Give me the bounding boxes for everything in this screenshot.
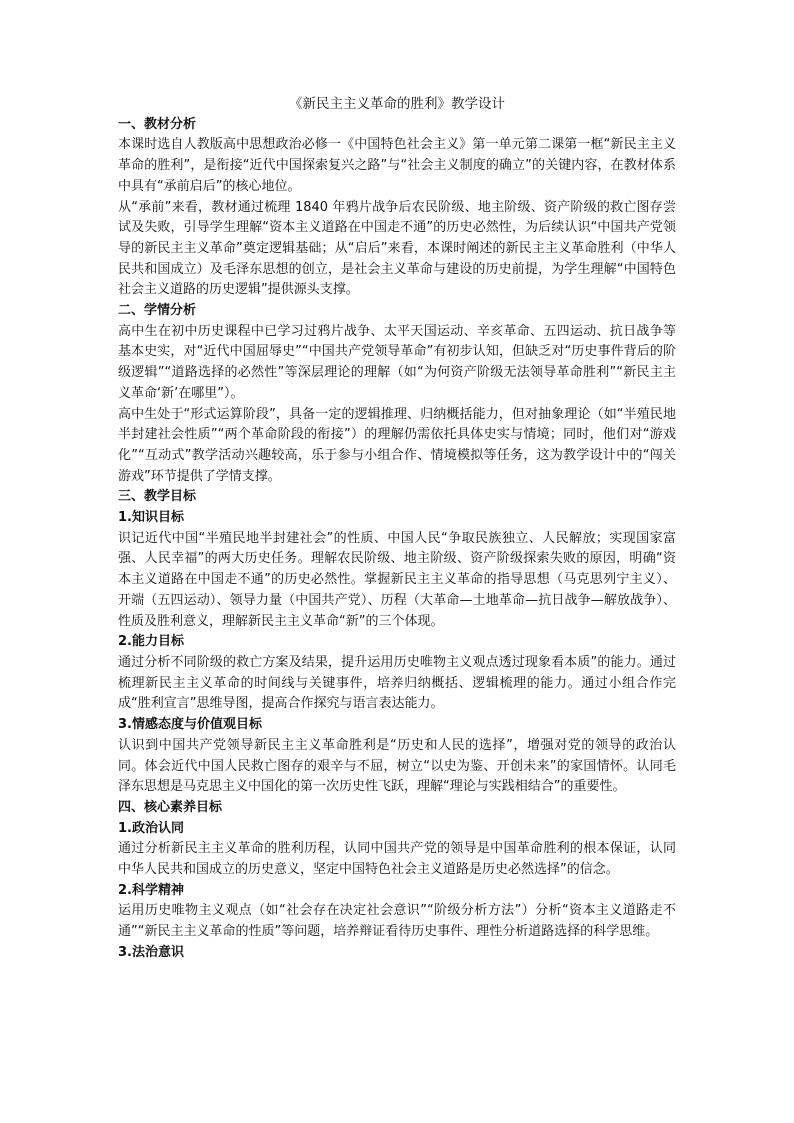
document-title: 《新民主主义革命的胜利》教学设计 — [289, 96, 505, 112]
knowledge-goal-paragraph: 识记近代中国“半殖民地半封建社会”的性质、中国人民“争取民族独立、人民解放；实现国家富强、人民幸福”的两大历史任务。理解农民阶级、地主阶级、资产阶级探索失败的原因，明确“资本主义道路在中国走不通”的历史必然性。掌握新民主主义革命的指导思想（马克思列宁主义）、开端（五四运动）、领导力量（中国共产党）、历程（大革命—土地革命—抗日战争—解放战争）、性质及胜利意义，理解新民主主义革命“新”的三个体现。 — [118, 530, 676, 629]
textbook-analysis-paragraph-2: 从“承前”来看，教材通过梳理 1840 年鸦片战争后农民阶级、地主阶级、资产阶级的救亡图存尝试及失败，引导学生理解“资本主义道路在中国走不通”的历史必然性，为后续认识“中国共产党领导的新民主主义革命”奠定逻辑基础；从“启后”来看，本课时阐述的新民主主义革命胜利（中华人民共和国成立）及毛泽东思想的创立，是社会主义革命与建设的历史前提，为学生理解“中国特色社会主义道路的历史逻辑”提供源头支撑。 — [118, 199, 676, 298]
political-identity-paragraph: 通过分析新民主主义革命的胜利历程，认同中国共产党的领导是中国革命胜利的根本保证，认同中华人民共和国成立的历史意义，坚定中国特色社会主义道路是历史必然选择”的信念。 — [118, 841, 676, 878]
subheading-scientific-spirit: 2.科学精神 — [118, 882, 184, 898]
textbook-analysis-paragraph-1: 本课时选自人教版高中思想政治必修一《中国特色社会主义》第一单元第二课第一框“新民主主义革命的胜利”，是衔接“近代中国探索复兴之路”与“社会主义制度的确立”的关键内容，在教材体系中具有“承前启后”的核心地位。 — [118, 137, 676, 194]
learner-analysis-paragraph-2: 高中生处于“形式运算阶段”，具备一定的逻辑推理、归纳概括能力，但对抽象理论（如“半殖民地半封建社会性质”“两个革命阶段的衔接”）的理解仍需依托具体史实与情境；同时，他们对“游戏化”“互动式”教学活动兴趣较高，乐于参与小组合作、情境模拟等任务，这为教学设计中的“闯关游戏”环节提供了学情支撑。 — [118, 406, 676, 484]
ability-goal-paragraph: 通过分析不同阶级的救亡方案及结果，提升运用历史唯物主义观点透过现象看本质”的能力。通过梳理新民主主义革命的时间线与关键事件，培养归纳概括、逻辑梳理的能力。通过小组合作完成“胜利宣言”思维导图，提高合作探究与语言表达能力。 — [118, 654, 676, 712]
subheading-ability-goal: 2.能力目标 — [118, 634, 184, 650]
values-goal-paragraph: 认识到中国共产党领导新民主主义革命胜利是“历史和人民的选择”，增强对党的领导的政治认同。体会近代中国人民救亡图存的艰辛与不屈，树立“以史为鉴、开创未来”的家国情怀。认同毛泽东思想是马克思主义中国化的第一次历史性飞跃，理解“理论与实践相结合”的重要性。 — [118, 737, 676, 795]
section-heading-textbook-analysis: 一、教材分析 — [118, 116, 197, 132]
subheading-values-goal: 3.情感态度与价值观目标 — [118, 717, 262, 733]
learner-analysis-paragraph-1: 高中生在初中历史课程中已学习过鸦片战争、太平天国运动、辛亥革命、五四运动、抗日战争等基本史实，对“近代中国屈辱史”“中国共产党领导革命”有初步认知，但缺乏对“历史事件背后的阶级逻辑”“道路选择的必然性”等深层理论的理解（如“为何资产阶级无法领导革命胜利”“新民主主义革命‘新’在哪里”）。 — [118, 323, 676, 401]
section-heading-teaching-goals: 三、教学目标 — [118, 489, 197, 505]
subheading-knowledge-goal: 1.知识目标 — [118, 510, 184, 526]
subheading-rule-of-law: 3.法治意识 — [118, 944, 184, 960]
subheading-political-identity: 1.政治认同 — [118, 820, 184, 836]
scientific-spirit-paragraph: 运用历史唯物主义观点（如“社会存在决定社会意识”“阶级分析方法”）分析“资本主义道路走不通”“新民主主义革命的性质”等问题，培养辩证看待历史事件、理性分析道路选择的科学思维。 — [118, 903, 676, 940]
section-heading-core-literacy: 四、核心素养目标 — [118, 799, 223, 815]
section-heading-learner-analysis: 二、学情分析 — [118, 303, 197, 319]
